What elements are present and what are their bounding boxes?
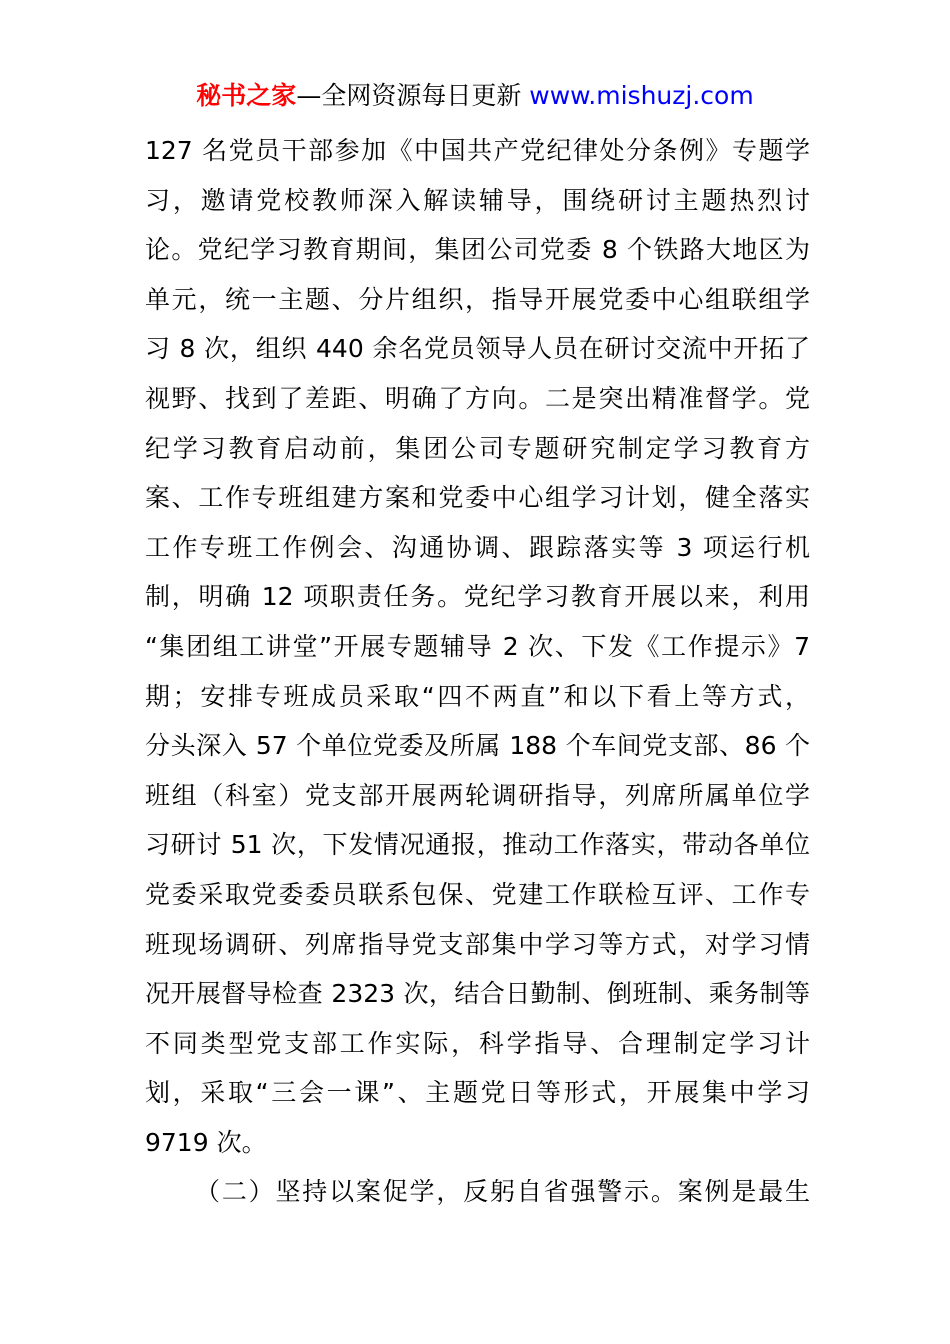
text-line: 班组（科室）党支部开展两轮调研指导，列席所属单位学 (145, 780, 810, 810)
text-line: 视野、找到了差距、明确了方向。二是突出精准督学。党 (145, 383, 810, 413)
text-line: 党委采取党委委员联系包保、党建工作联检互评、工作专 (145, 879, 810, 909)
text-line: 不同类型党支部工作实际，科学指导、合理制定学习计 (145, 1028, 810, 1058)
text-line: 工作专班工作例会、沟通协调、跟踪落实等 3 项运行机 (145, 532, 810, 562)
text-line: 习研讨 51 次，下发情况通报，推动工作落实，带动各单位 (145, 830, 810, 860)
text-line: 期；安排专班成员采取“四不两直”和以下看上等方式， (145, 681, 810, 711)
text-line: 班现场调研、列席指导党支部集中学习等方式，对学习情 (145, 929, 810, 959)
header-tagline: —全网资源每日更新 (296, 81, 530, 110)
text-line: 况开展督导检查 2323 次，结合日勤制、倒班制、乘务制等 (145, 979, 810, 1009)
document-body (145, 126, 810, 1217)
text-line: 分头深入 57 个单位党委及所属 188 个车间党支部、86 个 (145, 731, 810, 761)
text-line: “集团组工讲堂”开展专题辅导 2 次、下发《工作提示》7 (145, 631, 810, 661)
text-line: 案、工作专班组建方案和党委中心组学习计划，健全落实 (145, 483, 810, 513)
section-heading-line: （二）坚持以案促学，反躬自省强警示。案例是最生 (195, 1177, 810, 1207)
text-line: 制，明确 12 项职责任务。党纪学习教育开展以来，利用 (145, 582, 810, 612)
text-line: 单元，统一主题、分片组织，指导开展党委中心组联组学 (145, 284, 810, 314)
paragraph-1 (145, 126, 810, 1167)
text-line: 9719 次。 (145, 1127, 267, 1157)
text-line: 论。党纪学习教育期间，集团公司党委 8 个铁路大地区为 (145, 235, 810, 265)
paragraph-2 (145, 1167, 810, 1217)
header-site-url[interactable]: www.mishuzj.com (529, 81, 754, 110)
text-line: 127 名党员干部参加《中国共产党纪律处分条例》专题学 (145, 136, 810, 165)
text-line: 划，采取“三会一课”、主题党日等形式，开展集中学习 (145, 1078, 810, 1108)
page-header (0, 80, 950, 112)
text-line: 习 8 次，组织 440 余名党员领导人员在研讨交流中开拓了 (145, 334, 810, 364)
text-line: 习，邀请党校教师深入解读辅导，围绕研讨主题热烈讨 (145, 185, 810, 215)
text-line: 纪学习教育启动前，集团公司专题研究制定学习教育方 (145, 433, 810, 463)
header-brand: 秘书之家 (196, 81, 297, 110)
